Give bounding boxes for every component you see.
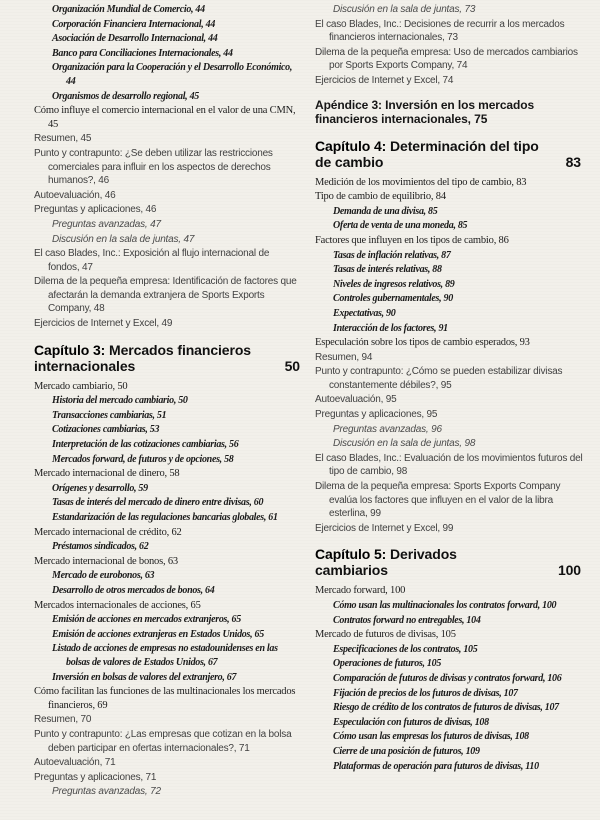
toc-entry: Autoevaluación, 46 bbox=[34, 189, 116, 201]
toc-entry: Resumen, 70 bbox=[34, 714, 92, 726]
toc-entry: Oferta de venta de una moneda, 85 bbox=[333, 220, 468, 232]
chapter-heading bbox=[315, 546, 583, 578]
chapter-label: Capítulo 4: bbox=[315, 137, 391, 154]
toc-entry: El caso Blades, Inc.: Decisiones de recurrir a los mercados financieros internacionales, 73 bbox=[315, 18, 565, 44]
toc-entry: Medición de los movimientos del tipo de cambio, 83 bbox=[315, 176, 527, 188]
toc-entry: Resumen, 45 bbox=[34, 133, 92, 145]
toc-entry: Fijación de precios de los futuros de divisas, 107 bbox=[333, 687, 518, 699]
chapter-label: Capítulo 5: bbox=[315, 546, 391, 563]
toc-entry: Banco para Conciliaciones Internacionales, 44 bbox=[52, 47, 233, 59]
chapter-title: Mercados financieros internacionales bbox=[34, 341, 251, 374]
toc-entry: Demanda de una divisa, 85 bbox=[333, 205, 438, 217]
toc-entry: Estandarización de las regulaciones bancarias globales, 61 bbox=[52, 512, 278, 523]
toc-entry: Mercado internacional de bonos, 63 bbox=[34, 555, 178, 567]
toc-entry: Punto y contrapunto: ¿Cómo se pueden estabilizar divisas constantemente débiles?, 95 bbox=[315, 366, 563, 391]
toc-entry: Desarrollo de otros mercados de bonos, 64 bbox=[52, 584, 215, 596]
toc-entry: Expectativas, 90 bbox=[333, 307, 396, 319]
toc-entry: Discusión en la sala de juntas, 98 bbox=[333, 438, 476, 450]
toc-entry: Tasas de interés relativas, 88 bbox=[333, 264, 442, 276]
chapter-heading bbox=[315, 138, 583, 170]
toc-entry: Préstamos sindicados, 62 bbox=[52, 541, 149, 553]
toc-entry: Emisión de acciones en mercados extranjeros, 65 bbox=[52, 614, 241, 626]
toc-entry: Dilema de la pequeña empresa: Sports Exports Company evalúa los factores que influyen en el valor de la libra esterlina, 99 bbox=[315, 481, 561, 520]
toc-entry: Mercados internacionales de acciones, 65 bbox=[34, 599, 201, 611]
toc-entry: Mercado internacional de crédito, 62 bbox=[34, 526, 182, 538]
chapter-title: Derivados cambiarios bbox=[315, 546, 457, 579]
chapter-page-number: 83 bbox=[565, 153, 581, 170]
toc-entry: Cotizaciones cambiarias, 53 bbox=[52, 424, 160, 436]
toc-entry: Discusión en la sala de juntas, 73 bbox=[333, 4, 476, 15]
toc-entry: Emisión de acciones extranjeras en Estados Unidos, 65 bbox=[52, 628, 264, 640]
toc-entry: Asociación de Desarrollo Internacional, 44 bbox=[52, 33, 218, 45]
toc-entry: Contratos forward no entregables, 104 bbox=[333, 614, 481, 626]
toc-entry: Listado de acciones de empresas no estadounidenses en las bolsas de valores de Estados Unidos, 67 bbox=[52, 643, 278, 668]
toc-entry: Mercado de eurobonos, 63 bbox=[52, 570, 155, 582]
toc-column-left bbox=[34, 3, 302, 820]
chapter-page-number: 50 bbox=[284, 357, 300, 374]
toc-entry: Especulación con futuros de divisas, 108 bbox=[333, 716, 489, 728]
chapter-title: Determinación del tipo de cambio bbox=[315, 137, 539, 170]
toc-entry: Preguntas avanzadas, 96 bbox=[333, 423, 442, 435]
toc-entry: Mercado cambiario, 50 bbox=[34, 380, 128, 392]
toc-entry: Punto y contrapunto: ¿Se deben utilizar las restricciones comerciales para influir en los aspectos de derechos humanos?, 46 bbox=[34, 147, 273, 187]
toc-entry: Cómo usan las empresas los futuros de divisas, 108 bbox=[333, 731, 529, 743]
toc-entry: Especificaciones de los contratos, 105 bbox=[333, 643, 478, 655]
appendix-heading: Apéndice 3: Inversión en los mercados financieros internacionales, 75 bbox=[315, 97, 535, 127]
toc-entry: Especulación sobre los tipos de cambio esperados, 93 bbox=[315, 337, 530, 349]
toc-entry: Cierre de una posición de futuros, 109 bbox=[333, 745, 480, 757]
toc-entry: Tasas de inflación relativas, 87 bbox=[333, 249, 451, 261]
toc-entry: Inversión en bolsas de valores del extranjero, 67 bbox=[52, 671, 237, 683]
toc-entry: Operaciones de futuros, 105 bbox=[333, 658, 442, 670]
toc-entry: Riesgo de crédito de los contratos de futuros de divisas, 107 bbox=[333, 702, 559, 714]
toc-entry: Cómo facilitan las funciones de las multinacionales los mercados financieros, 69 bbox=[34, 686, 296, 711]
toc-entry: Mercado forward, 100 bbox=[315, 585, 406, 597]
toc-entry: Punto y contrapunto: ¿Las empresas que cotizan en la bolsa deben participar en ofertas internacionales?, 71 bbox=[34, 728, 292, 754]
toc-entry: Orígenes y desarrollo, 59 bbox=[52, 482, 148, 494]
toc-entry: Autoevaluación, 95 bbox=[315, 394, 397, 406]
toc-entry: Historia del mercado cambiario, 50 bbox=[52, 395, 188, 407]
toc-entry: Interacción de los factores, 91 bbox=[333, 322, 448, 334]
toc-entry: Ejercicios de Internet y Excel, 49 bbox=[34, 318, 173, 330]
toc-entry: Preguntas y aplicaciones, 71 bbox=[34, 771, 157, 783]
toc-entry: Interpretación de las cotizaciones cambiarias, 56 bbox=[52, 439, 239, 451]
toc-entry: Preguntas y aplicaciones, 95 bbox=[315, 409, 438, 421]
toc-entry: Tasas de interés del mercado de dinero entre divisas, 60 bbox=[52, 497, 264, 509]
toc-entry: Transacciones cambiarias, 51 bbox=[52, 409, 167, 421]
chapter-heading bbox=[34, 342, 302, 374]
toc-entry: Plataformas de operación para futuros de divisas, 110 bbox=[333, 760, 539, 772]
toc-entry: Cómo usan las multinacionales los contratos forward, 100 bbox=[333, 600, 557, 611]
toc-entry: Resumen, 94 bbox=[315, 351, 373, 363]
toc-entry: Corporación Financiera Internacional, 44 bbox=[52, 18, 216, 30]
chapter-page-number: 100 bbox=[557, 562, 581, 579]
chapter-label: Capítulo 3: bbox=[34, 341, 110, 358]
toc-entry: Cómo influye el comercio internacional en el valor de una CMN, 45 bbox=[34, 105, 296, 130]
toc-entry: Organismos de desarrollo regional, 45 bbox=[52, 90, 199, 102]
toc-entry: Autoevaluación, 71 bbox=[34, 757, 116, 769]
toc-entry: Comparación de futuros de divisas y contratos forward, 106 bbox=[333, 672, 562, 684]
toc-entry: Organización para la Cooperación y el Desarrollo Económico, 44 bbox=[52, 62, 293, 87]
toc-entry: Ejercicios de Internet y Excel, 74 bbox=[315, 74, 454, 86]
toc-column-right bbox=[315, 3, 583, 820]
toc-entry: Preguntas avanzadas, 72 bbox=[52, 786, 161, 798]
toc-entry: Dilema de la pequeña empresa: Identificación de factores que afectarán la demanda extranjera de Sports Exports Company, 48 bbox=[34, 276, 297, 315]
toc-entry: Dilema de la pequeña empresa: Uso de mercados cambiarios por Sports Exports Company, 74 bbox=[315, 46, 578, 72]
toc-entry: Factores que influyen en los tipos de cambio, 86 bbox=[315, 234, 509, 246]
toc-entry: Organización Mundial de Comercio, 44 bbox=[52, 4, 205, 15]
toc-entry: Controles gubernamentales, 90 bbox=[333, 293, 453, 305]
toc-entry: Mercados forward, de futuros y de opciones, 58 bbox=[52, 453, 234, 465]
toc-entry: El caso Blades, Inc.: Exposición al flujo internacional de fondos, 47 bbox=[34, 248, 270, 273]
toc-entry: El caso Blades, Inc.: Evaluación de los movimientos futuros del tipo de cambio, 98 bbox=[315, 452, 583, 478]
toc-entry: Mercado internacional de dinero, 58 bbox=[34, 468, 180, 480]
toc-entry: Niveles de ingresos relativos, 89 bbox=[333, 278, 455, 290]
toc-entry: Discusión en la sala de juntas, 47 bbox=[52, 233, 195, 245]
toc-entry: Preguntas y aplicaciones, 46 bbox=[34, 204, 157, 216]
toc-entry: Preguntas avanzadas, 47 bbox=[52, 218, 161, 230]
toc-entry: Ejercicios de Internet y Excel, 99 bbox=[315, 522, 454, 534]
toc-entry: Mercado de futuros de divisas, 105 bbox=[315, 629, 456, 641]
toc-entry: Tipo de cambio de equilibrio, 84 bbox=[315, 191, 446, 203]
